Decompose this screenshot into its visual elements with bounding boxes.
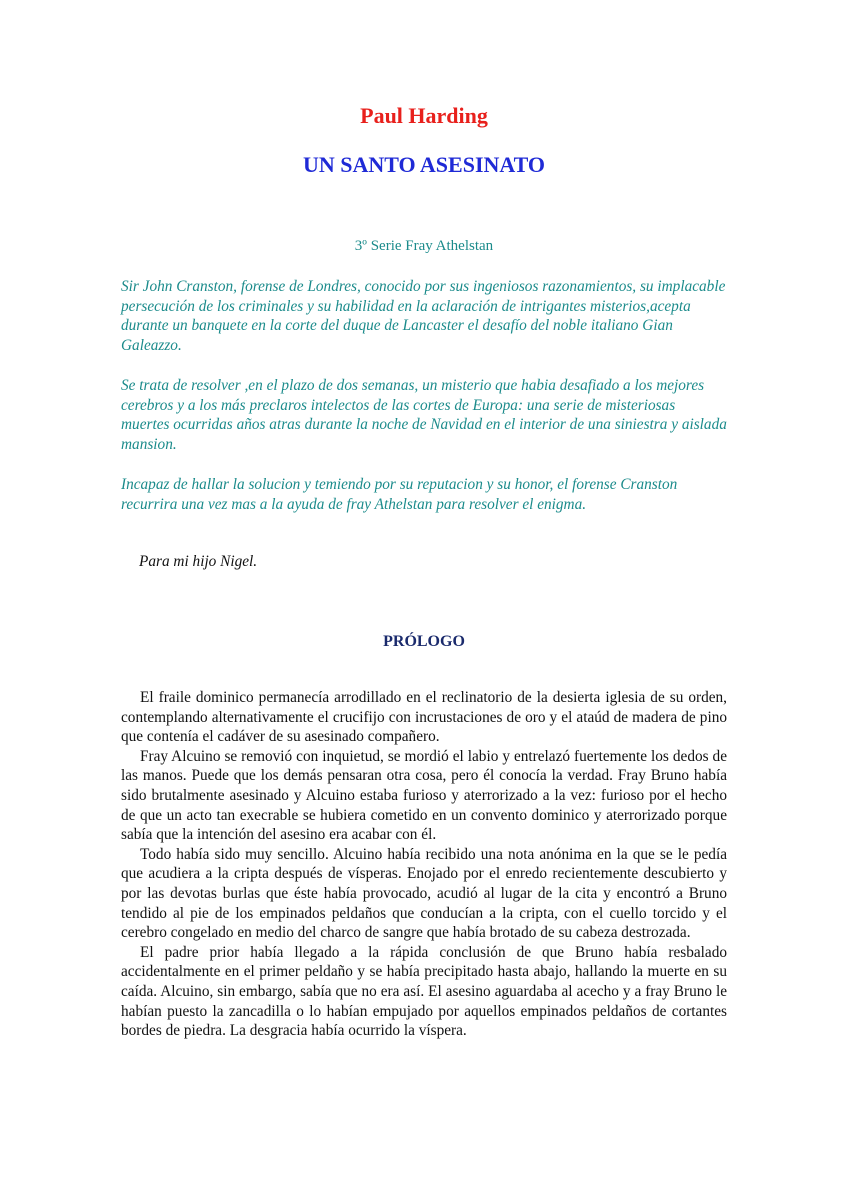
body-paragraph: El padre prior había llegado a la rápida conclusión de que Bruno había resbalado accidentalmente en el primer peldaño y se había precipitado hasta abajo, hallando la muerte en su caída. Alcuino, sin embargo, sabía que no era así. El asesino aguardaba al acecho y a fray Bruno le habían puesto la zancadilla o lo habían empujado por aquellos empinados peldaños de cortantes bordes de piedra. La desgracia había ocurrido la víspera. bbox=[121, 943, 727, 1040]
prologue-body bbox=[121, 688, 727, 1041]
blurb-paragraph: Incapaz de hallar la solucion y temiendo por su reputacion y su honor, el forense Cranston recurrira una vez mas a la ayuda de fray Athelstan para resolver el enigma. bbox=[121, 476, 678, 513]
dedication: Para mi hijo Nigel. bbox=[139, 553, 258, 570]
book-title: UN SANTO ASESINATO bbox=[302, 152, 546, 177]
body-paragraph: Fray Alcuino se removió con inquietud, se mordió el labio y entrelazó fuertemente los dedos de las manos. Puede que los demás pensaran otra cosa, pero él conocía la verdad. Fray Bruno había sido brutalmente asesinado y Alcuino estaba furioso y aterrorizado a la vez: furioso por el hecho de que un acto tan execrable se hubiera cometido en un convento dominico y aterrorizado porque sabía que la intención del asesino era acabar con él. bbox=[121, 747, 727, 844]
author-name: Paul Harding bbox=[360, 103, 488, 128]
prologue-heading: PRÓLOGO bbox=[383, 633, 465, 650]
blurb-paragraph: Se trata de resolver ,en el plazo de dos semanas, un misterio que habia desafiado a los mejores cerebros y a los más preclaros intelectos de las cortes de Europa: una serie de misteriosas muertes ocurridas años atras durante la noche de Navidad en el interior de una siniestra y aislada mansion. bbox=[121, 377, 727, 453]
body-paragraph: Todo había sido muy sencillo. Alcuino había recibido una nota anónima en la que se le pedía que acudiera a la cripta después de vísperas. Enojado por el enredo recientemente descubierto y por las devotas burlas que éste había provocado, acudió al lugar de la cita y encontró a Bruno tendido al pie de los empinados peldaños que conducían a la cripta, con el cuello torcido y el cerebro congelado en medio del charco de sangre que había brotado de su cabeza destrozada. bbox=[121, 845, 727, 942]
blurb-paragraph: Sir John Cranston, forense de Londres, conocido por sus ingeniosos razonamientos, su implacable persecución de los criminales y su habilidad en la aclaración de intrigantes misterios,acepta durante un banquete en la corte del duque de Lancaster el desafío del noble italiano Gian Galeazzo. bbox=[121, 278, 726, 354]
series-label: 3º Serie Fray Athelstan bbox=[354, 238, 494, 254]
body-paragraph: El fraile dominico permanecía arrodillado en el reclinatorio de la desierta iglesia de su orden, contemplando alternativamente el crucifijo con incrustaciones de oro y el ataúd de madera de pino que contenía el cadáver de su asesinado compañero. bbox=[121, 689, 727, 746]
